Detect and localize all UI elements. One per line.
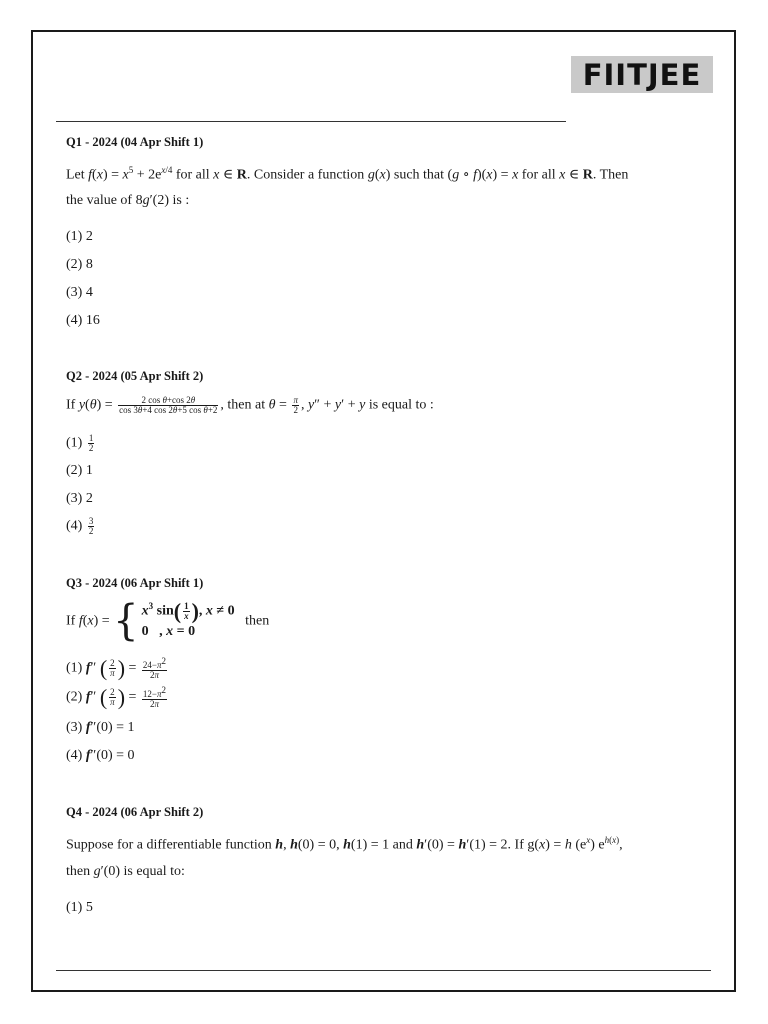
q3-option-4: (4) f″(0) = 0 (66, 748, 135, 763)
q1-stem-line1: Let $f(x) = x^5 + 2e^{x/4}$ for all x ∈ R. Consider a function g(x) such that (g ∘ f)(x) = x for all x ∈ R. Then (66, 165, 629, 183)
q3-option-1: (1) f″ ( $\frac{2}{\pi}$ ) = $\frac{24-\pi^2}{2\pi}$ (66, 655, 167, 681)
q2-option-1: (1) $\frac{1}{2}$ (66, 433, 94, 453)
q3-stem: If f(x) = { $x^3$ sin( $\frac{1}{x}$ ), x ≠ 0 0 , x = 0 then (66, 597, 270, 646)
q1-option-1: (1) 2 (66, 229, 93, 244)
q2-option-4: (4) $\frac{3}{2}$ (66, 516, 94, 536)
q2-stem: If y(θ) = $\frac{\text{2 cos θ+cos 2θ}}{\text{cos 3θ+4 cos 2θ+5 cos θ+2}}$ , then at θ = $\frac{\pi}{2}$ , y″ + y′ + y is equal to : (66, 395, 434, 415)
q3-heading: Q3 - 2024 (06 Apr Shift 1) (66, 576, 204, 590)
q1-option-4: (4) 16 (66, 313, 100, 328)
q4-stem-line2: then g′(0) is equal to: (66, 864, 185, 879)
q2-heading: Q2 - 2024 (05 Apr Shift 2) (66, 369, 204, 383)
q1-stem-line2: the value of 8g′(2) is : (66, 193, 190, 208)
q2-option-3: (3) 2 (66, 491, 93, 506)
piecewise-definition: { $x^3$ sin( $\frac{1}{x}$ ), x ≠ 0 0 , x = 0 (113, 597, 235, 646)
q4-stem-line1: Suppose for a differentiable function h, h(0) = 0, h(1) = 1 and h′(0) = h′(1) = 2. If g(x) = h $(e^x)$ $e^{h(x)}$, (66, 835, 623, 853)
q4-heading: Q4 - 2024 (06 Apr Shift 2) (66, 805, 204, 819)
q1-heading: Q1 - 2024 (04 Apr Shift 1) (66, 135, 204, 149)
q4-option-1: (1) 5 (66, 900, 93, 915)
q2-option-2: (2) 1 (66, 463, 93, 478)
q1-option-2: (2) 8 (66, 257, 93, 272)
header-divider (56, 121, 566, 122)
footer-divider (56, 970, 711, 971)
q1-option-3: (3) 4 (66, 285, 93, 300)
q3-option-2: (2) f″ ( $\frac{2}{\pi}$ ) = $\frac{12-\pi^2}{2\pi}$ (66, 684, 167, 710)
fiitjee-logo: FIITJEE (571, 56, 713, 93)
q3-option-3: (3) f″(0) = 1 (66, 720, 135, 735)
